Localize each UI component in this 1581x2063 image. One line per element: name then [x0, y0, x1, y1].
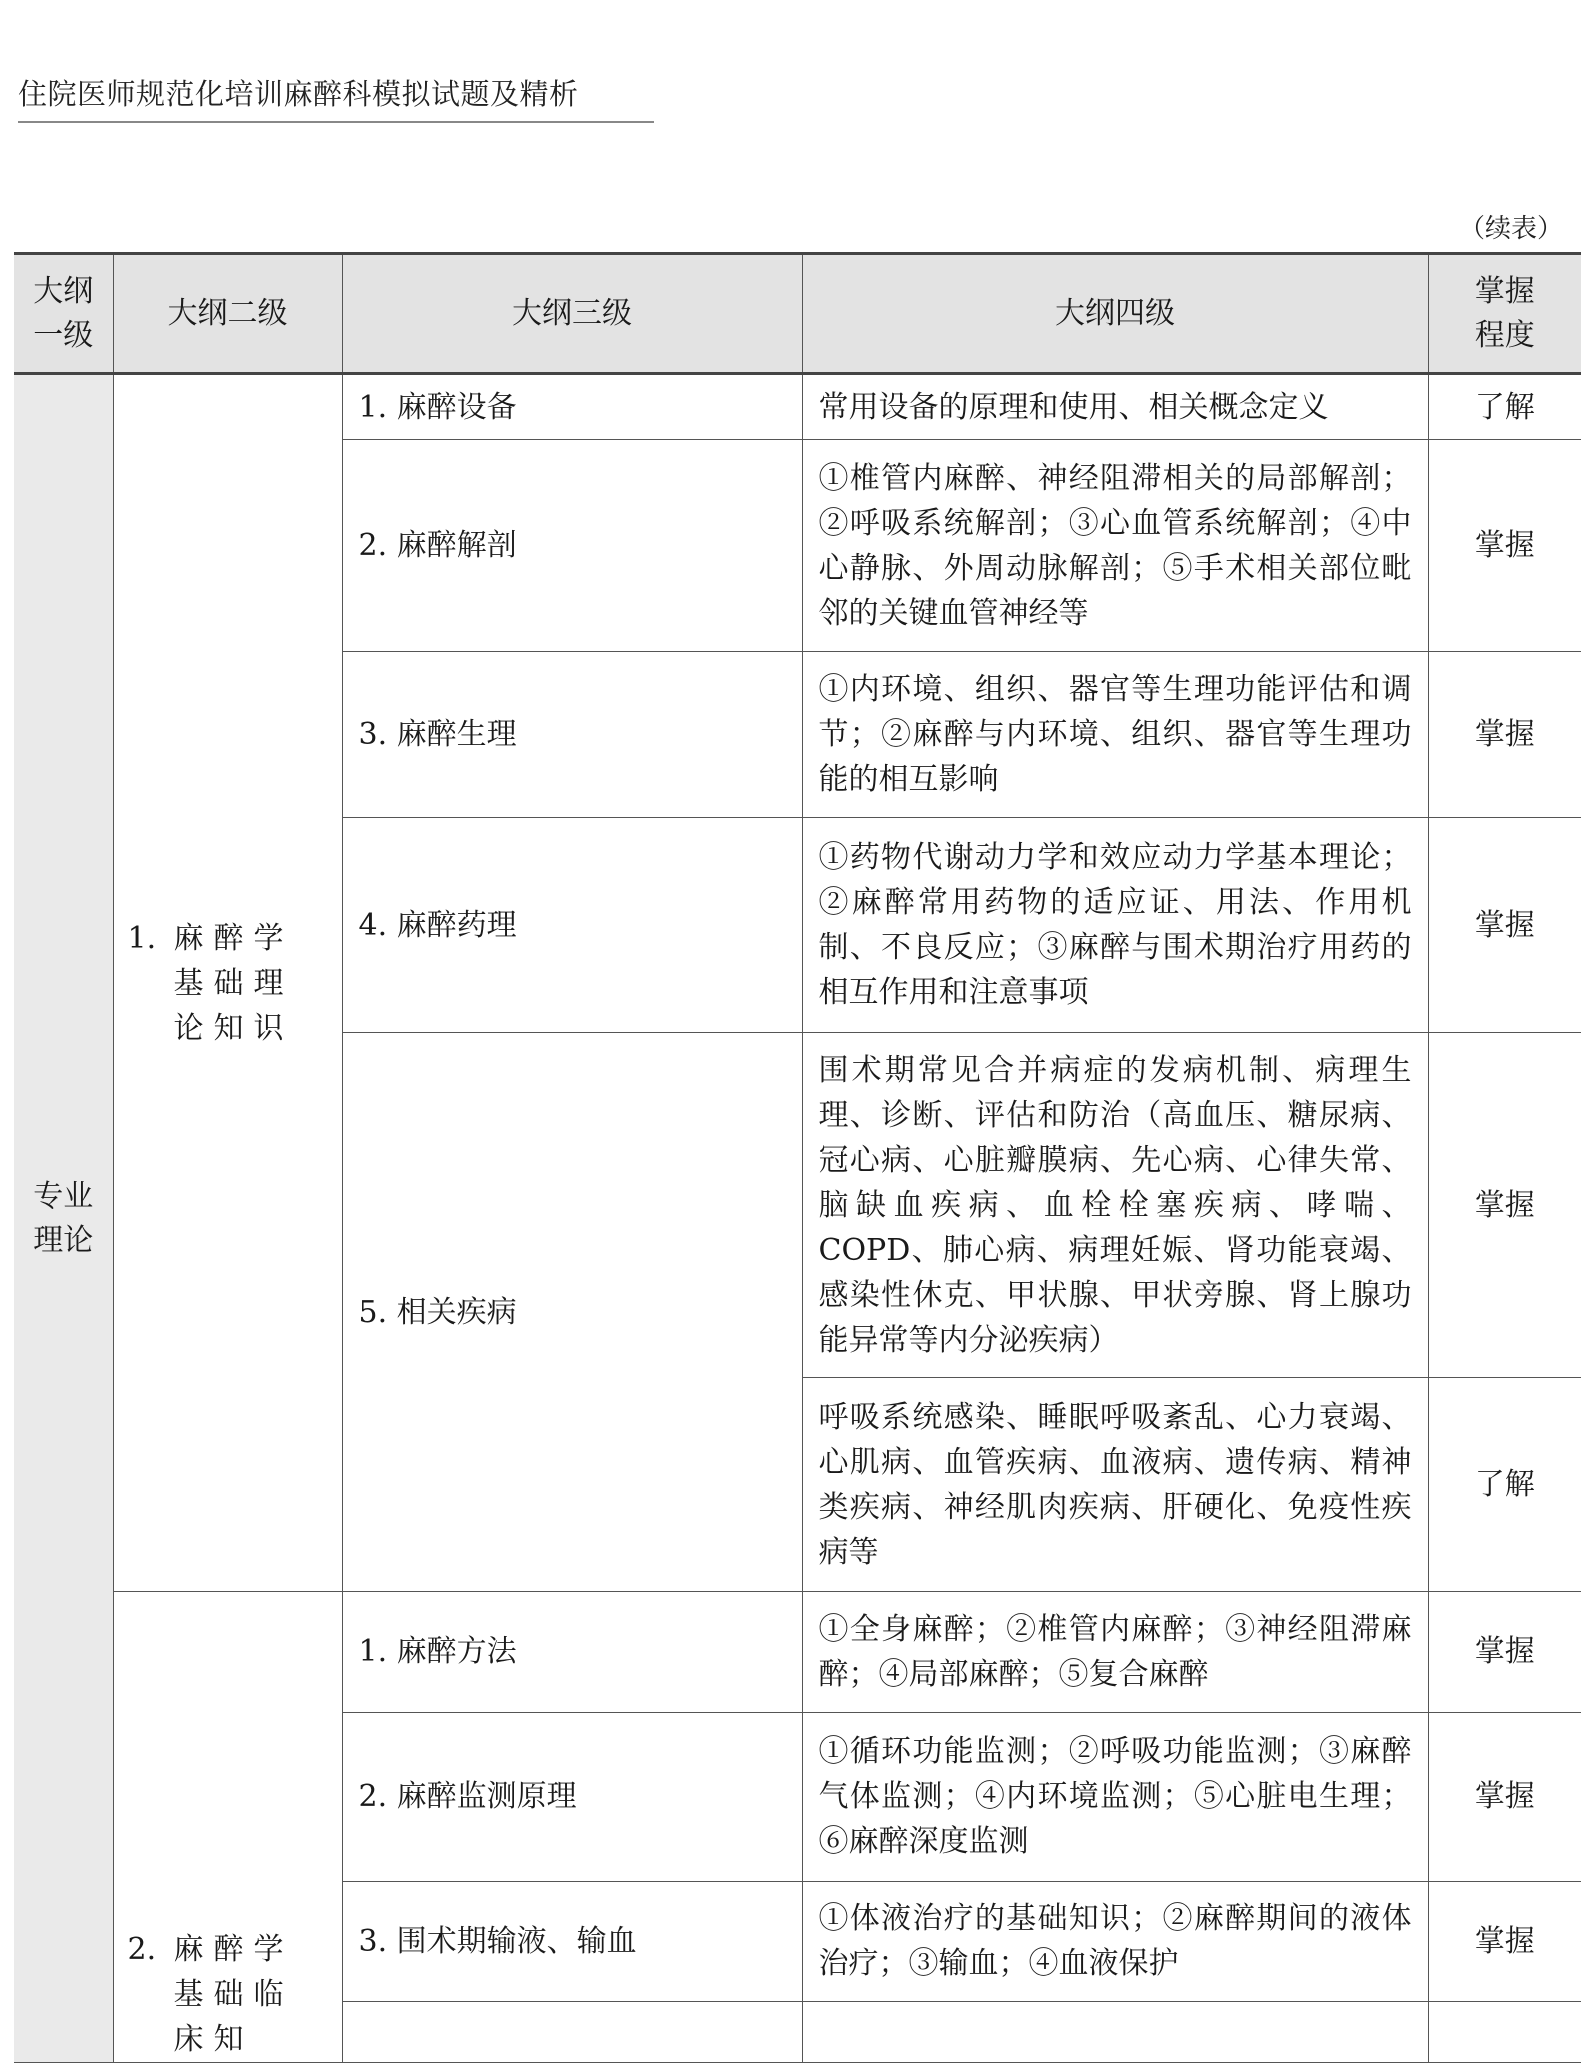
level3-cell: 1. 麻醉设备: [342, 374, 802, 440]
header-level4: 大纲四级: [802, 254, 1428, 374]
level3-cell: 3. 围术期输液、输血: [342, 1881, 802, 2001]
mastery-cell: 掌握: [1428, 1712, 1581, 1881]
level3-cell: 4. 麻醉药理: [342, 818, 802, 1033]
mastery-cell: [1428, 2001, 1581, 2062]
level3-cell: [342, 2001, 802, 2062]
header-level2: 大纲二级: [113, 254, 342, 374]
level4-cell: ①循环功能监测；②呼吸功能监测；③麻醉气体监测；④内环境监测；⑤心脏电生理；⑥麻醉深度监测: [802, 1712, 1428, 1881]
level3-cell: 3. 麻醉生理: [342, 652, 802, 818]
mastery-cell: 掌握: [1428, 1592, 1581, 1713]
table-header-row: [14, 254, 1581, 374]
header-mastery: 掌握程度: [1428, 254, 1581, 374]
running-header: 住院医师规范化培训麻醉科模拟试题及精析: [18, 72, 654, 123]
level2-cell-basic-theory: 1. 麻醉学基础理论知识: [113, 374, 342, 1592]
level4-cell: ①内环境、组织、器官等生理功能评估和调节；②麻醉与内环境、组织、器官等生理功能的相互影响: [802, 652, 1428, 818]
mastery-cell: 掌握: [1428, 440, 1581, 652]
syllabus-table: [14, 252, 1581, 2063]
level3-cell: 2. 麻醉解剖: [342, 440, 802, 652]
continued-label: （续表）: [1458, 214, 1563, 244]
header-level3: 大纲三级: [342, 254, 802, 374]
level2-label: 麻醉学基础临床知: [173, 1932, 294, 2057]
level4-cell: ①药物代谢动力学和效应动力学基本理论；②麻醉常用药物的适应证、用法、作用机制、不良反应；③麻醉与围术期治疗用药的相互作用和注意事项: [802, 818, 1428, 1033]
header-level1: 大纲一级: [14, 254, 113, 374]
level4-cell: 围术期常见合并病症的发病机制、病理生理、诊断、评估和防治（高血压、糖尿病、冠心病、心脏瓣膜病、先心病、心律失常、脑缺血疾病、血栓栓塞疾病、哮喘、COPD、肺心病、病理妊娠、肾功能衰竭、感染性休克、甲状腺、甲状旁腺、肾上腺功能异常等内分泌疾病）: [802, 1033, 1428, 1378]
mastery-cell: 掌握: [1428, 652, 1581, 818]
table-row: [14, 1592, 1581, 1713]
level1-label: 专业理论: [33, 1178, 94, 1258]
level4-cell: 常用设备的原理和使用、相关概念定义: [802, 374, 1428, 440]
level3-cell: 1. 麻醉方法: [342, 1592, 802, 1713]
level2-cell-basic-clinical: 2. 麻醉学基础临床知: [113, 1592, 342, 2063]
level4-cell: ①全身麻醉；②椎管内麻醉；③神经阻滞麻醉；④局部麻醉；⑤复合麻醉: [802, 1592, 1428, 1713]
level4-cell: [802, 2001, 1428, 2062]
mastery-cell: 了解: [1428, 1378, 1581, 1592]
level2-label: 麻醉学基础理论知识: [173, 920, 294, 1046]
mastery-cell: 掌握: [1428, 1033, 1581, 1378]
level3-cell: 2. 麻醉监测原理: [342, 1712, 802, 1881]
level4-cell: ①体液治疗的基础知识；②麻醉期间的液体治疗；③输血；④血液保护: [802, 1881, 1428, 2001]
mastery-cell: 掌握: [1428, 1881, 1581, 2001]
mastery-cell: 了解: [1428, 374, 1581, 440]
level1-cell: [14, 374, 113, 2063]
level3-cell: 5. 相关疾病: [342, 1033, 802, 1592]
table-row: [14, 374, 1581, 440]
mastery-cell: 掌握: [1428, 818, 1581, 1033]
level4-cell: 呼吸系统感染、睡眠呼吸紊乱、心力衰竭、心肌病、血管疾病、血液病、遗传病、精神类疾病、神经肌肉疾病、肝硬化、免疫性疾病等: [802, 1378, 1428, 1592]
level4-cell: ①椎管内麻醉、神经阻滞相关的局部解剖；②呼吸系统解剖；③心血管系统解剖；④中心静脉、外周动脉解剖；⑤手术相关部位毗邻的关键血管神经等: [802, 440, 1428, 652]
